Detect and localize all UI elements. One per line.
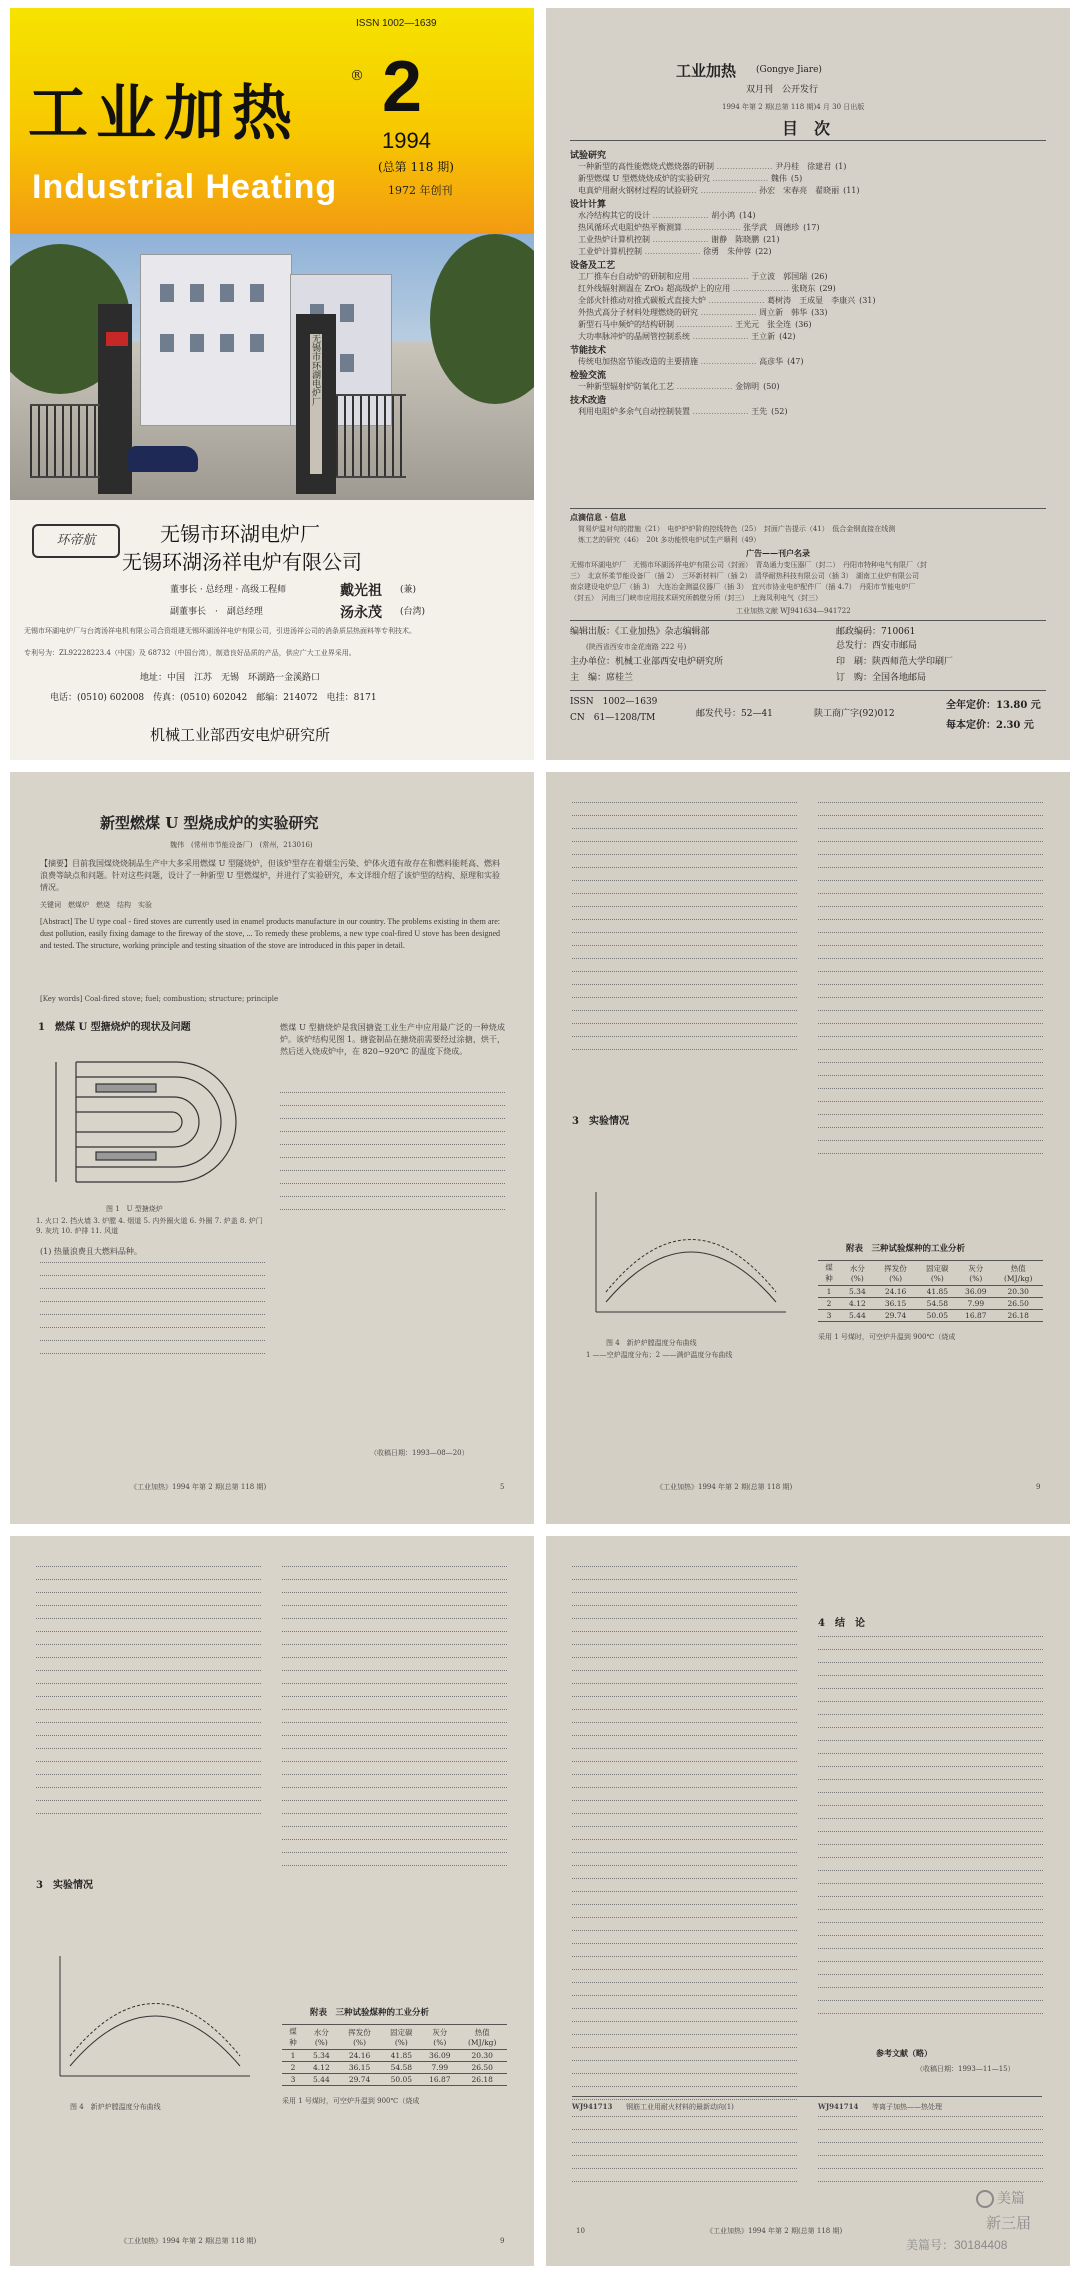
toc-entry[interactable] <box>578 185 1038 197</box>
toc-news-line: 炼工艺的研究（46） 20t 多功能铁电炉试生产顺利（49） <box>578 536 761 544</box>
table-cell: 26.18 <box>457 2074 507 2086</box>
figure-1-caption: 图 1 U 型搪烧炉 <box>106 1205 163 1213</box>
chairman-title: 董事长 · 总经理 · 高级工程师 <box>170 585 287 595</box>
toc-entry-author: 周立新 韩华 <box>759 308 808 317</box>
toc-ads-heading: 广告——刊户名录 <box>746 548 810 558</box>
toc-entry-page: (11) <box>843 186 860 195</box>
article-continued-page-copy[interactable] <box>10 1536 534 2266</box>
order-info: 订 购：全国各地邮局 <box>836 673 927 683</box>
section-1-text: 燃煤 U 型搪烧炉是我国搪瓷工业生产中应用最广泛的一种烧成炉。该炉结构见图 1。搪瓷制品在搪烧前需要经过涂搪，烘干，然后送入烧成炉中，在 820~920℃ 的温度下烧成。 <box>280 1023 505 1057</box>
toc-entry-author: 孙宏 宋春亮 翟晓丽 <box>759 186 840 195</box>
toc-entry-author: 王光元 张全连 <box>735 320 792 329</box>
toc-entry[interactable] <box>578 356 1038 368</box>
gate-pillar-right <box>296 314 336 494</box>
toc-entry-page: (47) <box>787 357 804 366</box>
toc-entry-page: (29) <box>819 284 836 293</box>
page-footer: 《工业加热》1994 年第 2 期(总第 118 期) <box>130 1483 267 1491</box>
issue-number: 2 <box>382 47 423 127</box>
table-cell: 54.58 <box>916 1298 958 1310</box>
brand-logo: 环帝航 <box>32 524 120 558</box>
toc-entry-author: 尹丹桂 徐建君 <box>775 162 832 171</box>
article-page[interactable] <box>10 772 534 1524</box>
toc-leader-dots: ………………… <box>674 320 736 329</box>
toc-entry-title: 新型燃煤 U 型燃烧烧成炉的实验研究 <box>578 174 710 183</box>
table-header-cell: 挥发份(%) <box>875 1261 917 1286</box>
car <box>128 446 198 472</box>
toc-entry-author: 王先 <box>751 407 768 416</box>
cover-page[interactable] <box>10 8 534 760</box>
toc-entry-author: 金锦明 <box>735 382 760 391</box>
toc-entry[interactable] <box>578 295 1038 307</box>
keywords-en: [Key words] Coal-fired stove; fuel; combustion; structure; principle <box>40 995 279 1003</box>
toc-entry[interactable] <box>578 331 1038 343</box>
coal-analysis-table <box>818 1260 1043 1322</box>
toc-entry[interactable] <box>578 234 1038 246</box>
toc-entry-title: 一种新型辐射炉防氧化工艺 <box>578 382 674 391</box>
toc-entry[interactable] <box>578 381 1038 393</box>
toc-entry[interactable] <box>578 173 1038 185</box>
company-intro: 无锡市环湖电炉厂与台湾汤祥电机有限公司合资组建无锡环湖汤祥电炉有限公司，引进汤祥公司的消条质层热面料等专利技术。 <box>24 627 416 635</box>
table-row <box>818 1310 1043 1322</box>
table-cell: 26.50 <box>457 2062 507 2074</box>
cover-title-cn: 工业加热 <box>28 79 300 149</box>
ad-permit: 陕工商广字(92)012 <box>814 709 895 719</box>
table-header-cell: 固定碳(%) <box>916 1261 958 1286</box>
toc-entry-page: (26) <box>811 272 828 281</box>
table-header-cell: 热值(MJ/kg) <box>457 2025 507 2050</box>
toc-entry-page: (33) <box>811 308 828 317</box>
toc-entry[interactable] <box>578 271 1038 283</box>
table-header-row <box>282 2025 507 2050</box>
watermark-id: 美篇号：30184408 <box>906 2238 1008 2252</box>
postal-code: 邮发代号：52—41 <box>696 709 773 719</box>
table-cell: 4.12 <box>840 1298 875 1310</box>
table-caption: 附表 三种试验煤种的工业分析 <box>310 2008 430 2018</box>
table-header-cell: 灰分(%) <box>958 1261 993 1286</box>
editor-address: (陕西省西安市金花南路 222 号) <box>586 643 687 651</box>
table-cell: 36.09 <box>958 1286 993 1298</box>
toc-entry-author: 胡小鸿 <box>711 211 736 220</box>
figure-4-caption: 图 4 新炉炉膛温度分布曲线 <box>70 2103 161 2111</box>
u-kiln-diagram <box>36 1042 266 1202</box>
abstract-text-left <box>572 2116 797 2206</box>
table-cell: 36.09 <box>422 2050 457 2062</box>
abstract-title: 等离子加热——热处理 <box>872 2103 942 2111</box>
table-cell: 5.34 <box>840 1286 875 1298</box>
toc-entry-title: 红外线辐射测温在 ZrO₂ 超高级炉上的应用 <box>578 284 731 293</box>
toc-issue-line: 1994 年第 2 期(总第 118 期)4 月 30 日出版 <box>722 103 865 111</box>
table-cell: 16.87 <box>958 1310 993 1322</box>
table-note: 采用 1 号煤时，可空炉升温到 900℃（烧成 <box>282 2097 420 2105</box>
price-year: 全年定价：13.80 元 <box>946 700 1041 711</box>
body-column-right <box>280 1092 505 1392</box>
toc-entry-page: (42) <box>779 332 796 341</box>
issue-year: 1994 <box>382 128 431 153</box>
toc-entry-title: 工厂推车台自动炉的研制和应用 <box>578 272 690 281</box>
body-column-right <box>282 1566 507 1996</box>
watermark-brand-label: 美篇 <box>997 2190 1025 2206</box>
toc-entry[interactable] <box>578 406 1038 418</box>
table-cell: 36.15 <box>339 2062 381 2074</box>
table-header-cell: 固定碳(%) <box>380 2025 422 2050</box>
watermark-brand <box>976 2188 1025 2208</box>
cover-issn: ISSN 1002—1639 <box>356 18 437 29</box>
toc-entry-author: 魏伟 <box>770 174 787 183</box>
toc-journal-pinyin: (Gongye Jiare) <box>756 65 822 75</box>
company-patent: 专利号为：ZL92228223.4（中国）及 68732（中国台湾），制造良好品质的产品，供应广大工业界采用。 <box>24 649 356 657</box>
toc-section-heading: 节能技术 <box>570 346 607 356</box>
iron-gate-left <box>30 404 100 478</box>
company-address: 地址：中国 江苏 无锡 环湖路一金溪路口 <box>140 673 321 683</box>
table-body <box>818 1286 1043 1322</box>
toc-entry-title: 一种新型的高性能燃烧式燃烧器的研制 <box>578 162 714 171</box>
toc-entry-author: 徐勇 朱仲蓉 <box>703 247 752 256</box>
founded-year: 1972 年创刊 <box>388 184 453 197</box>
toc-entry[interactable] <box>578 222 1038 234</box>
total-issue: (总第 118 期) <box>378 160 454 174</box>
body-column-left <box>40 1262 265 1462</box>
toc-entry-page: (31) <box>859 296 876 305</box>
vice-chairman-note: (台湾) <box>400 607 426 617</box>
toc-entry-title: 新型石马中频炉的结构研制 <box>578 320 674 329</box>
section-4-heading: 4 结 论 <box>818 1618 865 1629</box>
received-date: （收稿日期：1993—11—15） <box>916 2065 1015 2073</box>
table-cell: 5.34 <box>304 2050 339 2062</box>
registered-mark: ® <box>350 68 364 84</box>
chairman-name: 戴光祖 <box>340 583 382 599</box>
toc-entry-title: 大功率脉冲炉的晶闸管控制系统 <box>578 332 690 341</box>
table-cell: 5.44 <box>840 1310 875 1322</box>
table-note: 采用 1 号煤时，可空炉升温到 900℃（烧成 <box>818 1333 956 1341</box>
toc-leader-dots: ………………… <box>642 247 704 256</box>
toc-entry-author: 于立波 郭国瑞 <box>751 272 808 281</box>
toc-leader-dots: ………………… <box>730 284 792 293</box>
article-last-page[interactable] <box>546 1536 1070 2266</box>
figure-4-legend: 1 ——空炉温度分布；2 ——满炉温度分布曲线 <box>586 1351 733 1359</box>
table-cell: 2 <box>818 1298 840 1310</box>
abstract-cn: 【摘要】目前我国煤烧烧制品生产中大多采用燃煤 U 型隧烧炉，但该炉型存在着烟尘污染、炉体火道有故存在和燃料能耗高、燃料浪费等缺点和问题。针对这些问题，设计了一种新型 U 型燃煤炉，并进行了实验研究，本文详细介绍了该炉型的结构、原理和实验情况。 <box>40 859 500 893</box>
figure-1-legend: 1. 火口 2. 挡火墙 3. 炉膛 4. 烟道 5. 内外圈火道 6. 外圈 7. 炉盖 8. 炉门 9. 灰坑 10. 炉排 11. 风道 <box>36 1217 263 1235</box>
table-row <box>282 2062 507 2074</box>
table-cell: 36.15 <box>875 1298 917 1310</box>
temperature-curve-figure <box>40 1946 260 2096</box>
table-cell: 2 <box>282 2062 304 2074</box>
toc-entry-author: 谢静 陈晓鹏 <box>711 235 760 244</box>
abstract-code: WJ941713 <box>572 2102 613 2111</box>
toc-entry-page: (14) <box>739 211 756 220</box>
body-column-left <box>572 802 797 1102</box>
company-name-2: 无锡环湖汤祥电炉有限公司 <box>122 550 362 574</box>
gate-red-plate <box>106 332 128 346</box>
toc-entry[interactable] <box>578 161 1038 173</box>
page-footer: 《工业加热》1994 年第 2 期(总第 118 期) <box>706 2227 843 2235</box>
table-cell: 50.05 <box>916 1310 958 1322</box>
table-cell: 29.74 <box>875 1310 917 1322</box>
toc-entry-page: (22) <box>755 247 772 256</box>
table-header-cell: 水分(%) <box>840 1261 875 1286</box>
page-footer: 《工业加热》1994 年第 2 期(总第 118 期) <box>120 2237 257 2245</box>
page-number: 5 <box>500 1483 505 1491</box>
toc-section-heading: 试验研究 <box>570 151 607 161</box>
table-body <box>282 2050 507 2086</box>
watermark-author: 新三届 <box>986 2215 1032 2232</box>
toc-entry-page: (36) <box>795 320 812 329</box>
table-row <box>818 1298 1043 1310</box>
toc-entry-title: 传统电加热窑节能改造的主要措施 <box>578 357 698 366</box>
toc-news-heading: 点滴信息 · 信息 <box>570 512 627 522</box>
toc-frequency: 双月刊 公开发行 <box>746 85 819 95</box>
gate-sign: 无锡市环湖电炉厂 <box>310 334 322 474</box>
postcode: 邮政编码：710061 <box>836 627 916 637</box>
cover-title-en: Industrial Heating <box>32 168 338 206</box>
toc-heading: 目 次 <box>782 119 831 138</box>
company-phone: 电话：(0510) 602008 传真：(0510) 602042 邮编：214072 电挂：8171 <box>50 693 377 703</box>
table-cell: 29.74 <box>339 2074 381 2086</box>
toc-entry-title: 利用电阻炉多余气自动控制装置 <box>578 407 690 416</box>
toc-entry-title: 工业炉计算机控制 <box>578 247 642 256</box>
abstract-title: 钢筋工业用耐火材料的最新动向(1) <box>626 2103 734 2111</box>
toc-leader-dots: ………………… <box>698 308 760 317</box>
table-row <box>282 2074 507 2086</box>
table-caption: 附表 三种试验煤种的工业分析 <box>846 1244 966 1254</box>
table-cell: 50.05 <box>380 2074 422 2086</box>
toc-ad-line: （封五） 河南三门峡市应用技术研究所鹤壁分所（封三） 上海凤利电气（封三） <box>570 594 822 602</box>
abstract-en: [Abstract] The U type coal - fired stoves are currently used in enamel products manufacture in our country. The problems existing in them are: dust pollution, easily fixing damage to the fireway of the stove, ... To remedy these problems, a new type coal-fired U stove has been designed and tested. The structure, working principle and testing situation of the stove are introduced in this paper in detail. <box>40 917 500 951</box>
editor-label: 编辑出版：《工业加热》杂志编辑部 <box>570 627 710 637</box>
table-cell: 24.16 <box>875 1286 917 1298</box>
toc-leader-dots: ………………… <box>690 332 752 341</box>
toc-entry-title: 全部火针推动对推式碳板式直接大炉 <box>578 296 706 305</box>
toc-leader-dots: ………………… <box>682 223 744 232</box>
toc-ad-line: 无锡市环湖电炉厂 无锡市环湖汤祥电炉有限公司（封面） 青岛通力变压器厂（封二） 丹阳市特种电气有限厂（封 <box>570 561 927 569</box>
page-footer: 《工业加热》1994 年第 2 期(总第 118 期) <box>656 1483 793 1491</box>
toc-section-heading: 技术改造 <box>570 396 607 406</box>
toc-entry-page: (1) <box>835 162 847 171</box>
page-number: 9 <box>1036 1483 1041 1491</box>
toc-entry[interactable] <box>578 319 1038 331</box>
price-issue: 每本定价：2.30 元 <box>946 720 1034 731</box>
table-header-cell: 热值(MJ/kg) <box>993 1261 1043 1286</box>
table-cell: 16.87 <box>422 2074 457 2086</box>
received-date: （收稿日期：1993—08—20） <box>370 1449 469 1457</box>
vice-chairman-title: 副董事长 · 副总经理 <box>170 607 263 617</box>
table-cell: 5.44 <box>304 2074 339 2086</box>
table-cell: 3 <box>282 2074 304 2086</box>
temperature-curve-figure <box>576 1182 796 1332</box>
toc-leader-dots: ………………… <box>650 235 712 244</box>
toc-entry-title: 热风循环式电阻炉热平衡测算 <box>578 223 682 232</box>
toc-leader-dots: ………………… <box>709 174 771 183</box>
toc-ad-line: 三） 北京怀柔节能设备厂（插 2） 三环新材料厂（插 2） 清华耐热科技有限公司（插 3） 湖南工业炉有限公司 <box>570 572 920 580</box>
table-cell: 41.85 <box>380 2050 422 2062</box>
toc-entry[interactable] <box>578 246 1038 258</box>
table-cell: 7.99 <box>422 2062 457 2074</box>
toc-entry-author: 张晓东 <box>791 284 816 293</box>
toc-section-heading: 设备及工艺 <box>570 261 616 271</box>
article-author: 魏伟 (常州市节能设备厂) (常州，213016) <box>170 841 313 849</box>
toc-leader-dots: ………………… <box>698 186 760 195</box>
table-header-cell: 挥发份(%) <box>339 2025 381 2050</box>
distributor: 总发行：西安市邮局 <box>836 641 918 651</box>
table-header-row <box>818 1261 1043 1286</box>
body-column-left <box>36 1566 261 1866</box>
toc-entry-title: 工业热炉计算机控制 <box>578 235 650 244</box>
table-cell: 41.85 <box>916 1286 958 1298</box>
toc-ad-line: 南京建设电炉总厂（插 3） 大连冶金测温仪器厂（插 3） 宜兴市协业电炉配件厂（插 4.7） 丹阳市节能电炉厂 <box>570 583 916 591</box>
toc-leader-dots: ………………… <box>674 382 736 391</box>
toc-entry-title: 电真炉用耐火钢材过程的试验研究 <box>578 186 698 195</box>
table-header-cell: 煤种 <box>282 2025 304 2050</box>
table-cell: 3 <box>818 1310 840 1322</box>
table-cell: 54.58 <box>380 2062 422 2074</box>
toc-entry-author: 葛树涛 王成显 李康兴 <box>767 296 856 305</box>
toc-entry-title: 外热式高分子材料处理燃烧的研究 <box>578 308 698 317</box>
section-3-heading: 3 实验情况 <box>572 1116 629 1127</box>
toc-entry[interactable] <box>578 307 1038 319</box>
toc-entry-page: (50) <box>763 382 780 391</box>
problem-1: (1) 热量浪费且大燃料品种。 <box>40 1247 142 1256</box>
table-cell: 1 <box>282 2050 304 2062</box>
toc-leader-dots: ………………… <box>690 407 752 416</box>
toc-entry-page: (5) <box>790 174 803 183</box>
toc-entry-page: (21) <box>763 235 780 244</box>
table-cell: 7.99 <box>958 1298 993 1310</box>
factory-photo <box>10 234 534 500</box>
section-3-heading: 3 实验情况 <box>36 1880 93 1891</box>
page-number: 9 <box>500 2237 505 2245</box>
table-cell: 26.18 <box>993 1310 1043 1322</box>
toc-entry-author: 高彦华 <box>759 357 784 366</box>
toc-leader-dots: ………………… <box>706 296 768 305</box>
toc-page[interactable] <box>546 8 1070 760</box>
chief-editor: 主 编：席桂兰 <box>570 673 634 683</box>
toc-leader-dots: ………………… <box>698 357 760 366</box>
iron-gate-right <box>336 394 406 478</box>
cover-publisher: 机械工业部西安电炉研究所 <box>150 726 331 744</box>
toc-cn: CN 61—1208/TM <box>570 713 656 723</box>
table-header-cell: 灰分(%) <box>422 2025 457 2050</box>
references-heading: 参考文献（略） <box>876 2048 932 2058</box>
vice-chairman-name: 汤永茂 <box>340 605 382 621</box>
chairman-note: (兼) <box>400 585 417 595</box>
printer: 印 刷：陕西师范大学印刷厂 <box>836 657 954 667</box>
table-header-cell: 煤种 <box>818 1261 840 1286</box>
abstract-code: WJ941714 <box>818 2102 859 2111</box>
keywords-cn: 关键词 燃煤炉 燃烧 结构 实验 <box>40 901 152 909</box>
figure-4-caption: 图 4 新炉炉膛温度分布曲线 <box>606 1339 697 1347</box>
toc-section-heading: 检验交流 <box>570 371 607 381</box>
toc-leader-dots: ………………… <box>690 272 752 281</box>
toc-leader-dots: ………………… <box>714 162 776 171</box>
body-column-right <box>818 802 1043 1232</box>
toc-section-heading: 设计计算 <box>570 200 607 210</box>
toc-entry-author: 张学武 周德珍 <box>743 223 800 232</box>
toc-entry[interactable] <box>578 210 1038 222</box>
toc-entry-author: 王立新 <box>751 332 776 341</box>
tree <box>430 234 534 404</box>
table-cell: 4.12 <box>304 2062 339 2074</box>
host-org: 主办单位：机械工业部西安电炉研究所 <box>570 657 724 667</box>
toc-entry-page: (52) <box>771 407 788 416</box>
table-cell: 1 <box>818 1286 840 1298</box>
article-title: 新型燃煤 U 型烧成炉的实验研究 <box>100 814 319 832</box>
toc-issn: ISSN 1002—1639 <box>570 697 658 707</box>
table-cell: 26.50 <box>993 1298 1043 1310</box>
toc-news-line: 简易炉温对句的措施（21） 电炉炉炉阶的控线特色（25） 封面广告提示（41） 低合金钢直接在线测 <box>578 525 896 533</box>
watermark-logo-icon <box>976 2190 994 2208</box>
table-row <box>282 2050 507 2062</box>
section-1-heading: 1 燃煤 U 型搪烧炉的现状及问题 <box>38 1022 191 1033</box>
toc-leader-dots: ………………… <box>650 211 712 220</box>
toc-journal-title: 工业加热 <box>676 62 737 80</box>
page-number: 10 <box>576 2227 585 2235</box>
toc-entry[interactable] <box>578 283 1038 295</box>
table-cell: 20.30 <box>993 1286 1043 1298</box>
toc-cover-org: 工业加热文献 WJ941634—941722 <box>736 607 851 615</box>
table-cell: 24.16 <box>339 2050 381 2062</box>
article-continued-page[interactable] <box>546 772 1070 1524</box>
company-name-1: 无锡市环湖电炉厂 <box>160 522 320 546</box>
table-row <box>818 1286 1043 1298</box>
table-header-cell: 水分(%) <box>304 2025 339 2050</box>
body-column-left <box>572 1566 797 2086</box>
toc-entry-title: 水冷结构其它的设计 <box>578 211 650 220</box>
body-column-right <box>818 1636 1043 2036</box>
toc-entry-page: (17) <box>803 223 820 232</box>
table-cell: 20.30 <box>457 2050 507 2062</box>
coal-analysis-table <box>282 2024 507 2086</box>
